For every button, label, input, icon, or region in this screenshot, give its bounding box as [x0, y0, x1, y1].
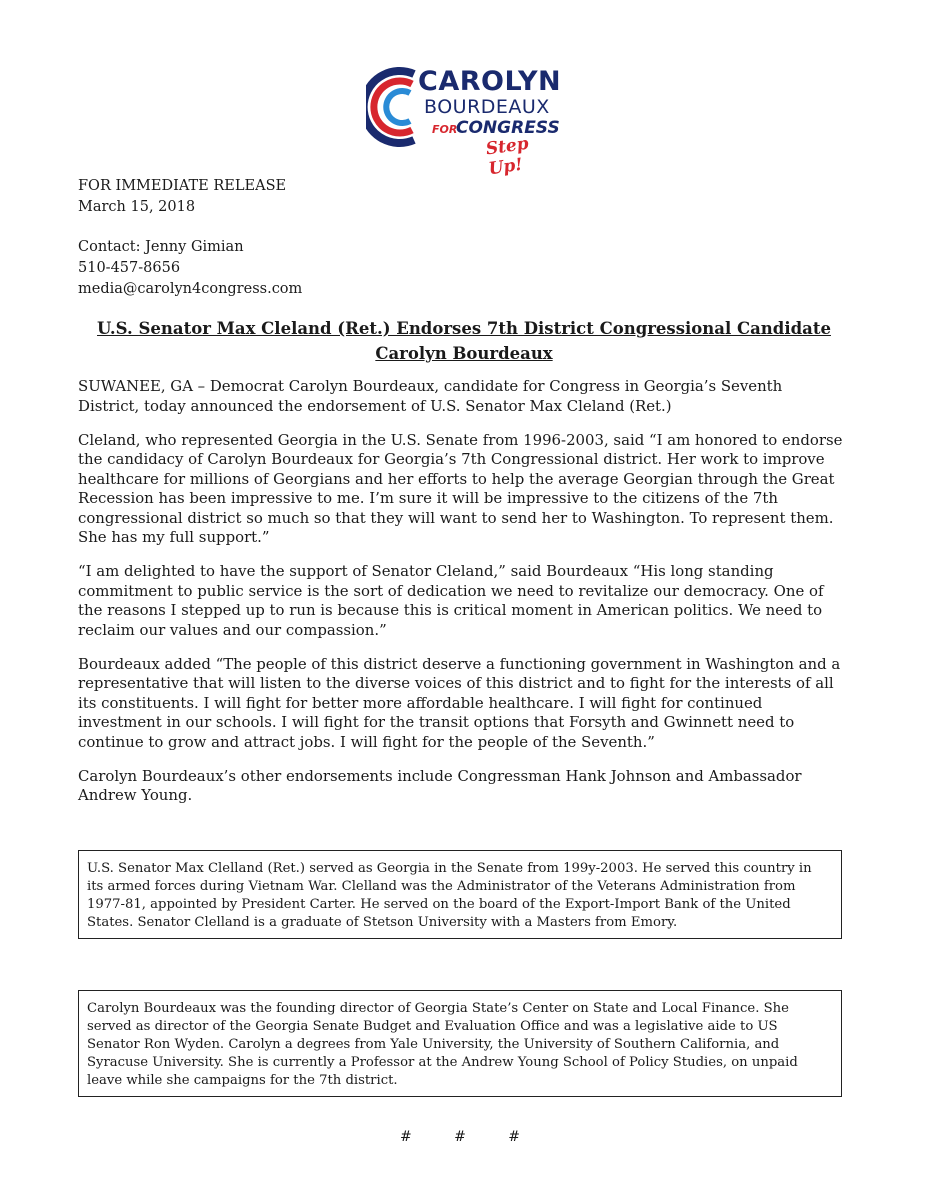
contact-phone: 510-457-8656: [78, 260, 181, 276]
paragraph-bourdeaux-quote: “I am delighted to have the support of Senator Cleland,” said Bourdeaux “His long standing commitment to public service is the sort of dedication we need to revitalize our democracy. One of the reasons I stepped up to run is because this is critical moment in American politics. We need to reclaim our values and our compassion.”: [78, 562, 824, 639]
logo-surname: BOURDEAUX: [424, 96, 550, 118]
paragraph-bourdeaux-added: Bourdeaux added “The people of this district deserve a functioning government in Washington and a representative that will listen to the diverse voices of this district and to fight for the interests of all its constituents. I will fight for better more affordable healthcare. I will fight for continued investment in our schools. I will fight for the transit options that Forsyth and Gwinnett need to continue to grow and attract jobs. I will fight for the people of the Seventh.”: [78, 654, 841, 751]
end-mark: #: [508, 1129, 520, 1145]
logo-congress: CONGRESS: [456, 118, 560, 138]
release-body: [78, 377, 848, 820]
press-release-title: [60, 316, 868, 366]
release-date: March 15, 2018: [78, 199, 196, 215]
bio-box-bourdeaux: Carolyn Bourdeaux was the founding director of Georgia State’s Center on State and Local Finance. She served as director of the Georgia Senate Budget and Evaluation Office and was a legislative aide to US Senator Ron Wyden. Carolyn a degrees from Yale University, the University of Southern California, and Syracuse University. She is currently a Professor at the Andrew Young School of Policy Studies, on unpaid leave while she campaigns for the 7th district.: [78, 990, 842, 1097]
end-mark: #: [400, 1129, 412, 1145]
title-line-1: U.S. Senator Max Cleland (Ret.) Endorses 7th District Congressional Candidate: [97, 319, 831, 338]
contact-name: Contact: Jenny Gimian: [78, 239, 244, 255]
campaign-logo: [366, 62, 566, 180]
logo-arcs-icon: [366, 62, 426, 152]
paragraph-dateline: SUWANEE, GA – Democrat Carolyn Bourdeaux, candidate for Congress in Georgia’s Seventh District, today announced the endorsement of U.S. Senator Max Cleland (Ret.): [78, 377, 783, 415]
paragraph-endorsements: Carolyn Bourdeaux’s other endorsements include Congressman Hank Johnson and Ambassador Andrew Young.: [78, 766, 802, 804]
logo-slogan: Step Up!: [484, 133, 530, 180]
contact-email: media@carolyn4congress.com: [78, 281, 303, 297]
logo-for: FOR: [432, 123, 458, 136]
title-line-2: Carolyn Bourdeaux: [375, 344, 553, 363]
release-header: [78, 176, 302, 300]
bio-box-cleland: U.S. Senator Max Clelland (Ret.) served as Georgia in the Senate from 199y-2003. He served this country in its armed forces during Vietnam War. Clelland was the Administrator of the Veterans Administration from 1977-81, appointed by President Carter. He served on the board of the Export-Import Bank of the United States. Senator Clelland is a graduate of Stetson University with a Masters from Emory.: [78, 850, 842, 939]
paragraph-cleland-quote: Cleland, who represented Georgia in the U.S. Senate from 1996-2003, said “I am honored to endorse the candidacy of Carolyn Bourdeaux for Georgia’s 7th Congressional district. Her work to improve healthcare for millions of Georgians and her efforts to help the average Georgian through the Great Recession has been impressive to me. I’m sure it will be impressive to the citizens of the 7th congressional district so much so that they will want to send her to Washington. To represent them. She has my full support.”: [78, 430, 843, 546]
release-label: FOR IMMEDIATE RELEASE: [78, 178, 287, 194]
logo-name: CAROLYN: [418, 66, 562, 97]
end-mark: #: [454, 1129, 466, 1145]
end-marks: [400, 1128, 520, 1146]
